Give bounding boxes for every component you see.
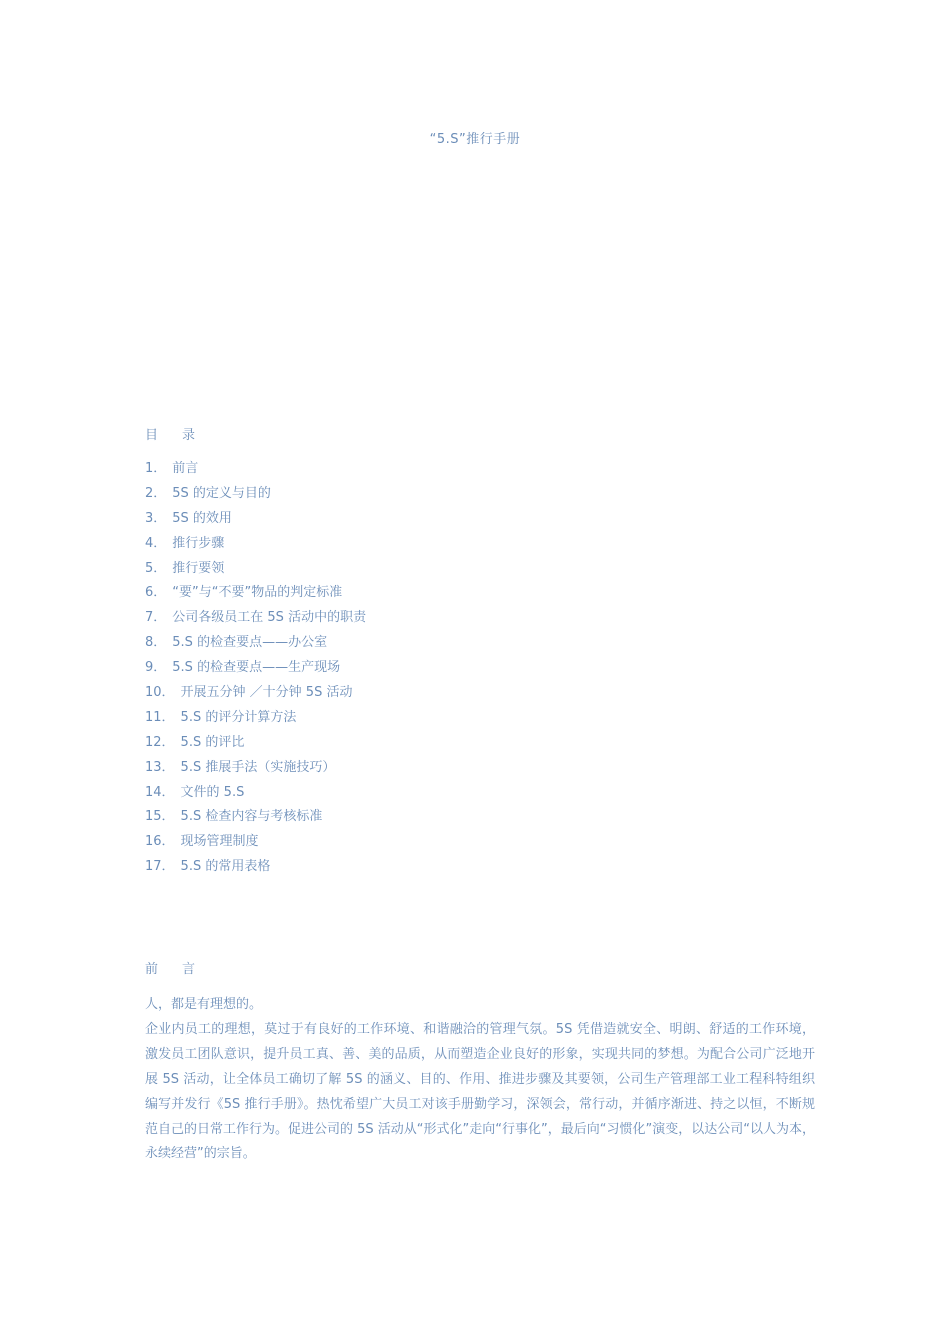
toc-item-text: 5.S 推展手法（实施技巧）: [180, 759, 336, 775]
toc-item-number: 16．: [145, 834, 175, 850]
toc-item[interactable]: [145, 858, 366, 883]
toc-item-number: 14．: [145, 784, 175, 800]
toc-item[interactable]: [145, 460, 366, 485]
toc-item-text: 推行步骤: [172, 535, 225, 551]
toc-item[interactable]: [145, 684, 366, 709]
toc-item[interactable]: [145, 609, 366, 634]
toc-item-text: 5.S 的检查要点——生产现场: [172, 660, 341, 676]
toc-item-number: 6．: [145, 585, 167, 601]
toc-item-number: 3．: [145, 510, 167, 526]
toc-heading: [145, 424, 195, 443]
toc-item[interactable]: [145, 560, 366, 585]
preface-body: [145, 993, 815, 1167]
toc-item-number: 2．: [145, 485, 167, 501]
toc-item-text: 5.S 的常用表格: [180, 859, 271, 875]
toc-item[interactable]: [145, 734, 366, 759]
toc-item-text: 现场管理制度: [180, 834, 259, 850]
toc-item[interactable]: [145, 784, 366, 809]
toc-heading-right: 录: [182, 428, 196, 443]
toc-item[interactable]: [145, 584, 366, 609]
toc-item-text: 5S 的效用: [172, 510, 232, 526]
toc-item[interactable]: [145, 634, 366, 659]
preface-heading: [145, 958, 195, 977]
toc-item-text: 推行要领: [172, 560, 225, 576]
toc-item[interactable]: [145, 709, 366, 734]
preface-heading-left: 前: [145, 962, 159, 977]
table-of-contents: [145, 460, 366, 883]
toc-heading-left: 目: [145, 428, 159, 443]
toc-item[interactable]: [145, 659, 366, 684]
toc-item-number: 10．: [145, 685, 175, 701]
toc-item-number: 4．: [145, 535, 167, 551]
toc-item[interactable]: [145, 833, 366, 858]
toc-item-text: 5.S 的评比: [180, 734, 245, 750]
toc-item-text: 5.S 的评分计算方法: [180, 709, 297, 725]
toc-item-number: 12．: [145, 734, 175, 750]
toc-item[interactable]: [145, 485, 366, 510]
toc-item[interactable]: [145, 535, 366, 560]
toc-item-text: 公司各级员工在 5S 活动中的职责: [172, 610, 367, 626]
toc-item-number: 9．: [145, 660, 167, 676]
toc-item-text: 开展五分钟 ／十分钟 5S 活动: [180, 685, 353, 701]
toc-item-number: 13．: [145, 759, 175, 775]
toc-item[interactable]: [145, 510, 366, 535]
toc-item-number: 8．: [145, 635, 167, 651]
toc-item-number: 1．: [145, 461, 167, 476]
toc-item[interactable]: [145, 759, 366, 784]
toc-item-number: 17．: [145, 859, 175, 875]
toc-item-number: 11．: [145, 709, 175, 725]
toc-item-text: “要”与“不要”物品的判定标准: [172, 585, 343, 601]
preface-paragraph: 人，都是有理想的。: [145, 997, 263, 1012]
toc-item-text: 5.S 检查内容与考核标准: [180, 809, 323, 825]
preface-heading-right: 言: [182, 962, 196, 977]
preface-paragraph: 企业内员工的理想，莫过于有良好的工作环境、和谐融洽的管理气氛。5S 凭借造就安全、明朗、舒适的工作环境，激发员工团队意识，提升员工真、善、美的品质，从而塑造企业良好的形象，实现共同的梦想。为配合公司广泛地开展 5S 活动，让全体员工确切了解 5S 的涵义、目的、作用、推进步骤及其要领，公司生产管理部工业工程科特组织编写并发行《5S 推行手册》。热忱希望广大员工对该手册勤学习，深领会，常行动，并循序渐进、持之以恒，不断规范自己的日常工作行为。促进公司的 5S 活动从“形式化”走向“行事化”，最后向“习惯化”演变，以达公司“以人为本，永续经营”的宗旨。: [145, 1021, 815, 1162]
document-title: “5.S”推行手册: [429, 132, 521, 147]
toc-item-text: 文件的 5.S: [180, 784, 245, 800]
toc-item-number: 15．: [145, 809, 175, 825]
toc-item-text: 5.S 的检查要点——办公室: [172, 635, 328, 651]
toc-item-text: 5S 的定义与目的: [172, 485, 271, 501]
toc-item-text: 前言: [172, 461, 199, 476]
toc-item-number: 5．: [145, 560, 167, 576]
toc-item-number: 7．: [145, 610, 167, 626]
toc-item[interactable]: [145, 808, 366, 833]
